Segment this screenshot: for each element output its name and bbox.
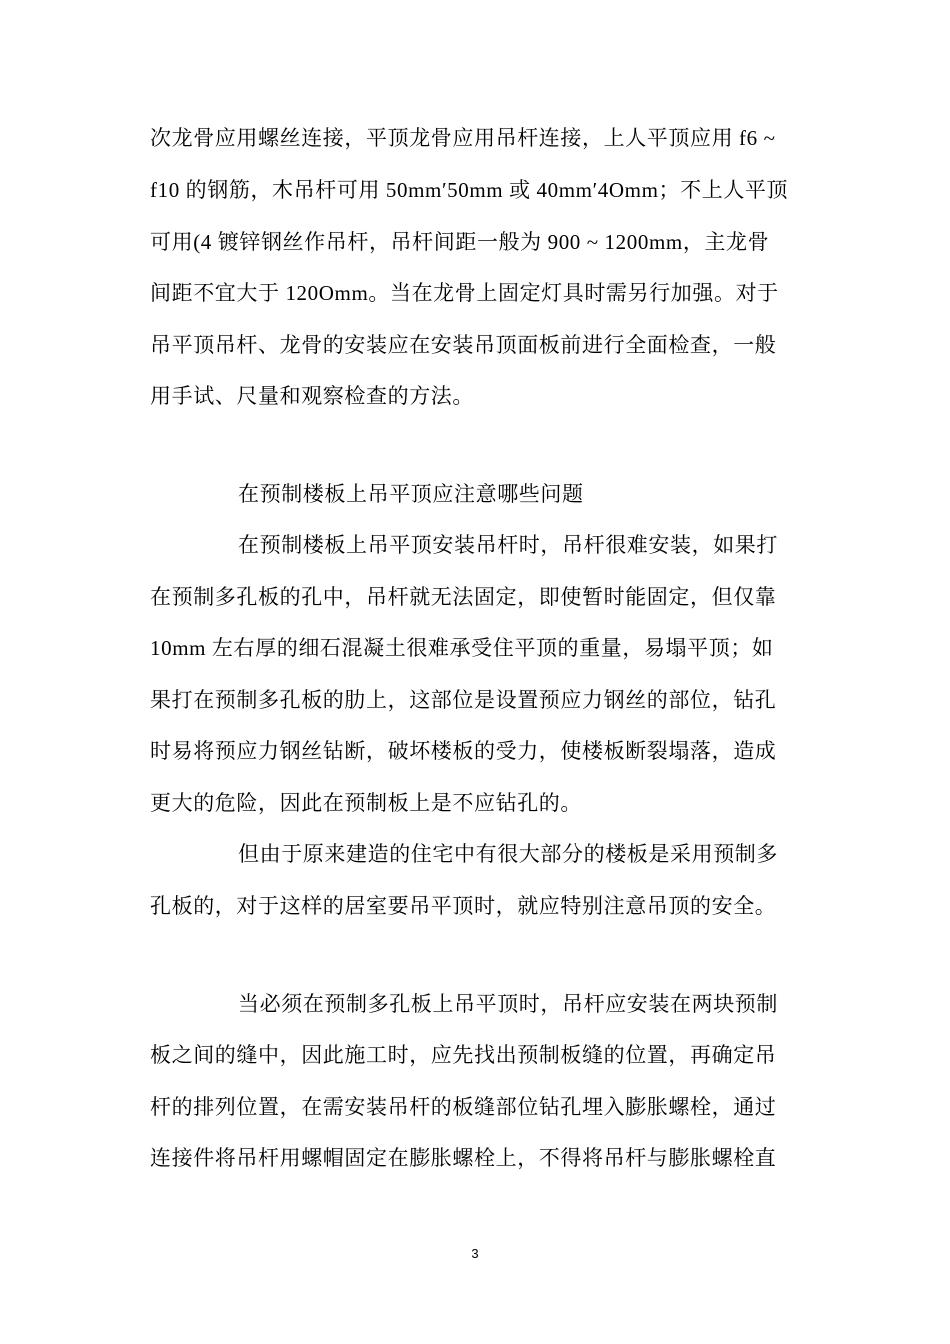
paragraph2-line: 10mm 左右厚的细石混凝土很难承受住平顶的重量，易塌平顶；如 xyxy=(150,636,774,660)
paragraph4-line: 板之间的缝中，因此施工时，应先找出预制板缝的位置，再确定吊 xyxy=(150,1043,777,1067)
paragraph1-line: 用手试、尺量和观察检查的方法。 xyxy=(150,384,474,408)
paragraph2-line: 更大的危险，因此在预制板上是不应钻孔的。 xyxy=(150,791,582,815)
paragraph1-line: f10 的钢筋，木吊杆可用 50mm′50mm 或 40mm′4Omm；不上人平顶 xyxy=(150,178,789,202)
section-heading: 在预制楼板上吊平顶应注意哪些问题 xyxy=(238,482,584,506)
paragraph2-line: 时易将预应力钢丝钻断，破坏楼板的受力，使楼板断裂塌落，造成 xyxy=(150,739,777,763)
paragraph2-line: 在预制楼板上吊平顶安装吊杆时，吊杆很难安装，如果打 xyxy=(238,533,778,557)
paragraph3-line: 但由于原来建造的住宅中有很大部分的楼板是采用预制多 xyxy=(238,842,778,866)
paragraph1-line: 次龙骨应用螺丝连接，平顶龙骨应用吊杆连接，上人平顶应用 f6 ~ xyxy=(150,126,776,150)
page-number: 3 xyxy=(471,1246,479,1261)
paragraph1-line: 吊平顶吊杆、龙骨的安装应在安装吊顶面板前进行全面检查，一般 xyxy=(150,333,777,357)
paragraph4-line: 连接件将吊杆用螺帽固定在膨胀螺栓上，不得将吊杆与膨胀螺栓直 xyxy=(150,1146,777,1170)
paragraph4-line: 当必须在预制多孔板上吊平顶时，吊杆应安装在两块预制 xyxy=(238,992,778,1016)
paragraph2-line: 果打在预制多孔板的肋上，这部位是设置预应力钢丝的部位，钻孔 xyxy=(150,688,777,712)
paragraph1-line: 可用(4 镀锌钢丝作吊杆，吊杆间距一般为 900 ~ 1200mm，主龙骨 xyxy=(150,230,770,254)
paragraph1-line: 间距不宜大于 120Omm。当在龙骨上固定灯具时需另行加强。对于 xyxy=(150,281,779,305)
paragraph3-line: 孔板的，对于这样的居室要吊平顶时，就应特别注意吊顶的安全。 xyxy=(150,894,777,918)
paragraph2-line: 在预制多孔板的孔中，吊杆就无法固定，即使暂时能固定，但仅靠 xyxy=(150,585,777,609)
paragraph4-line: 杆的排列位置，在需安装吊杆的板缝部位钻孔埋入膨胀螺栓，通过 xyxy=(150,1095,777,1119)
